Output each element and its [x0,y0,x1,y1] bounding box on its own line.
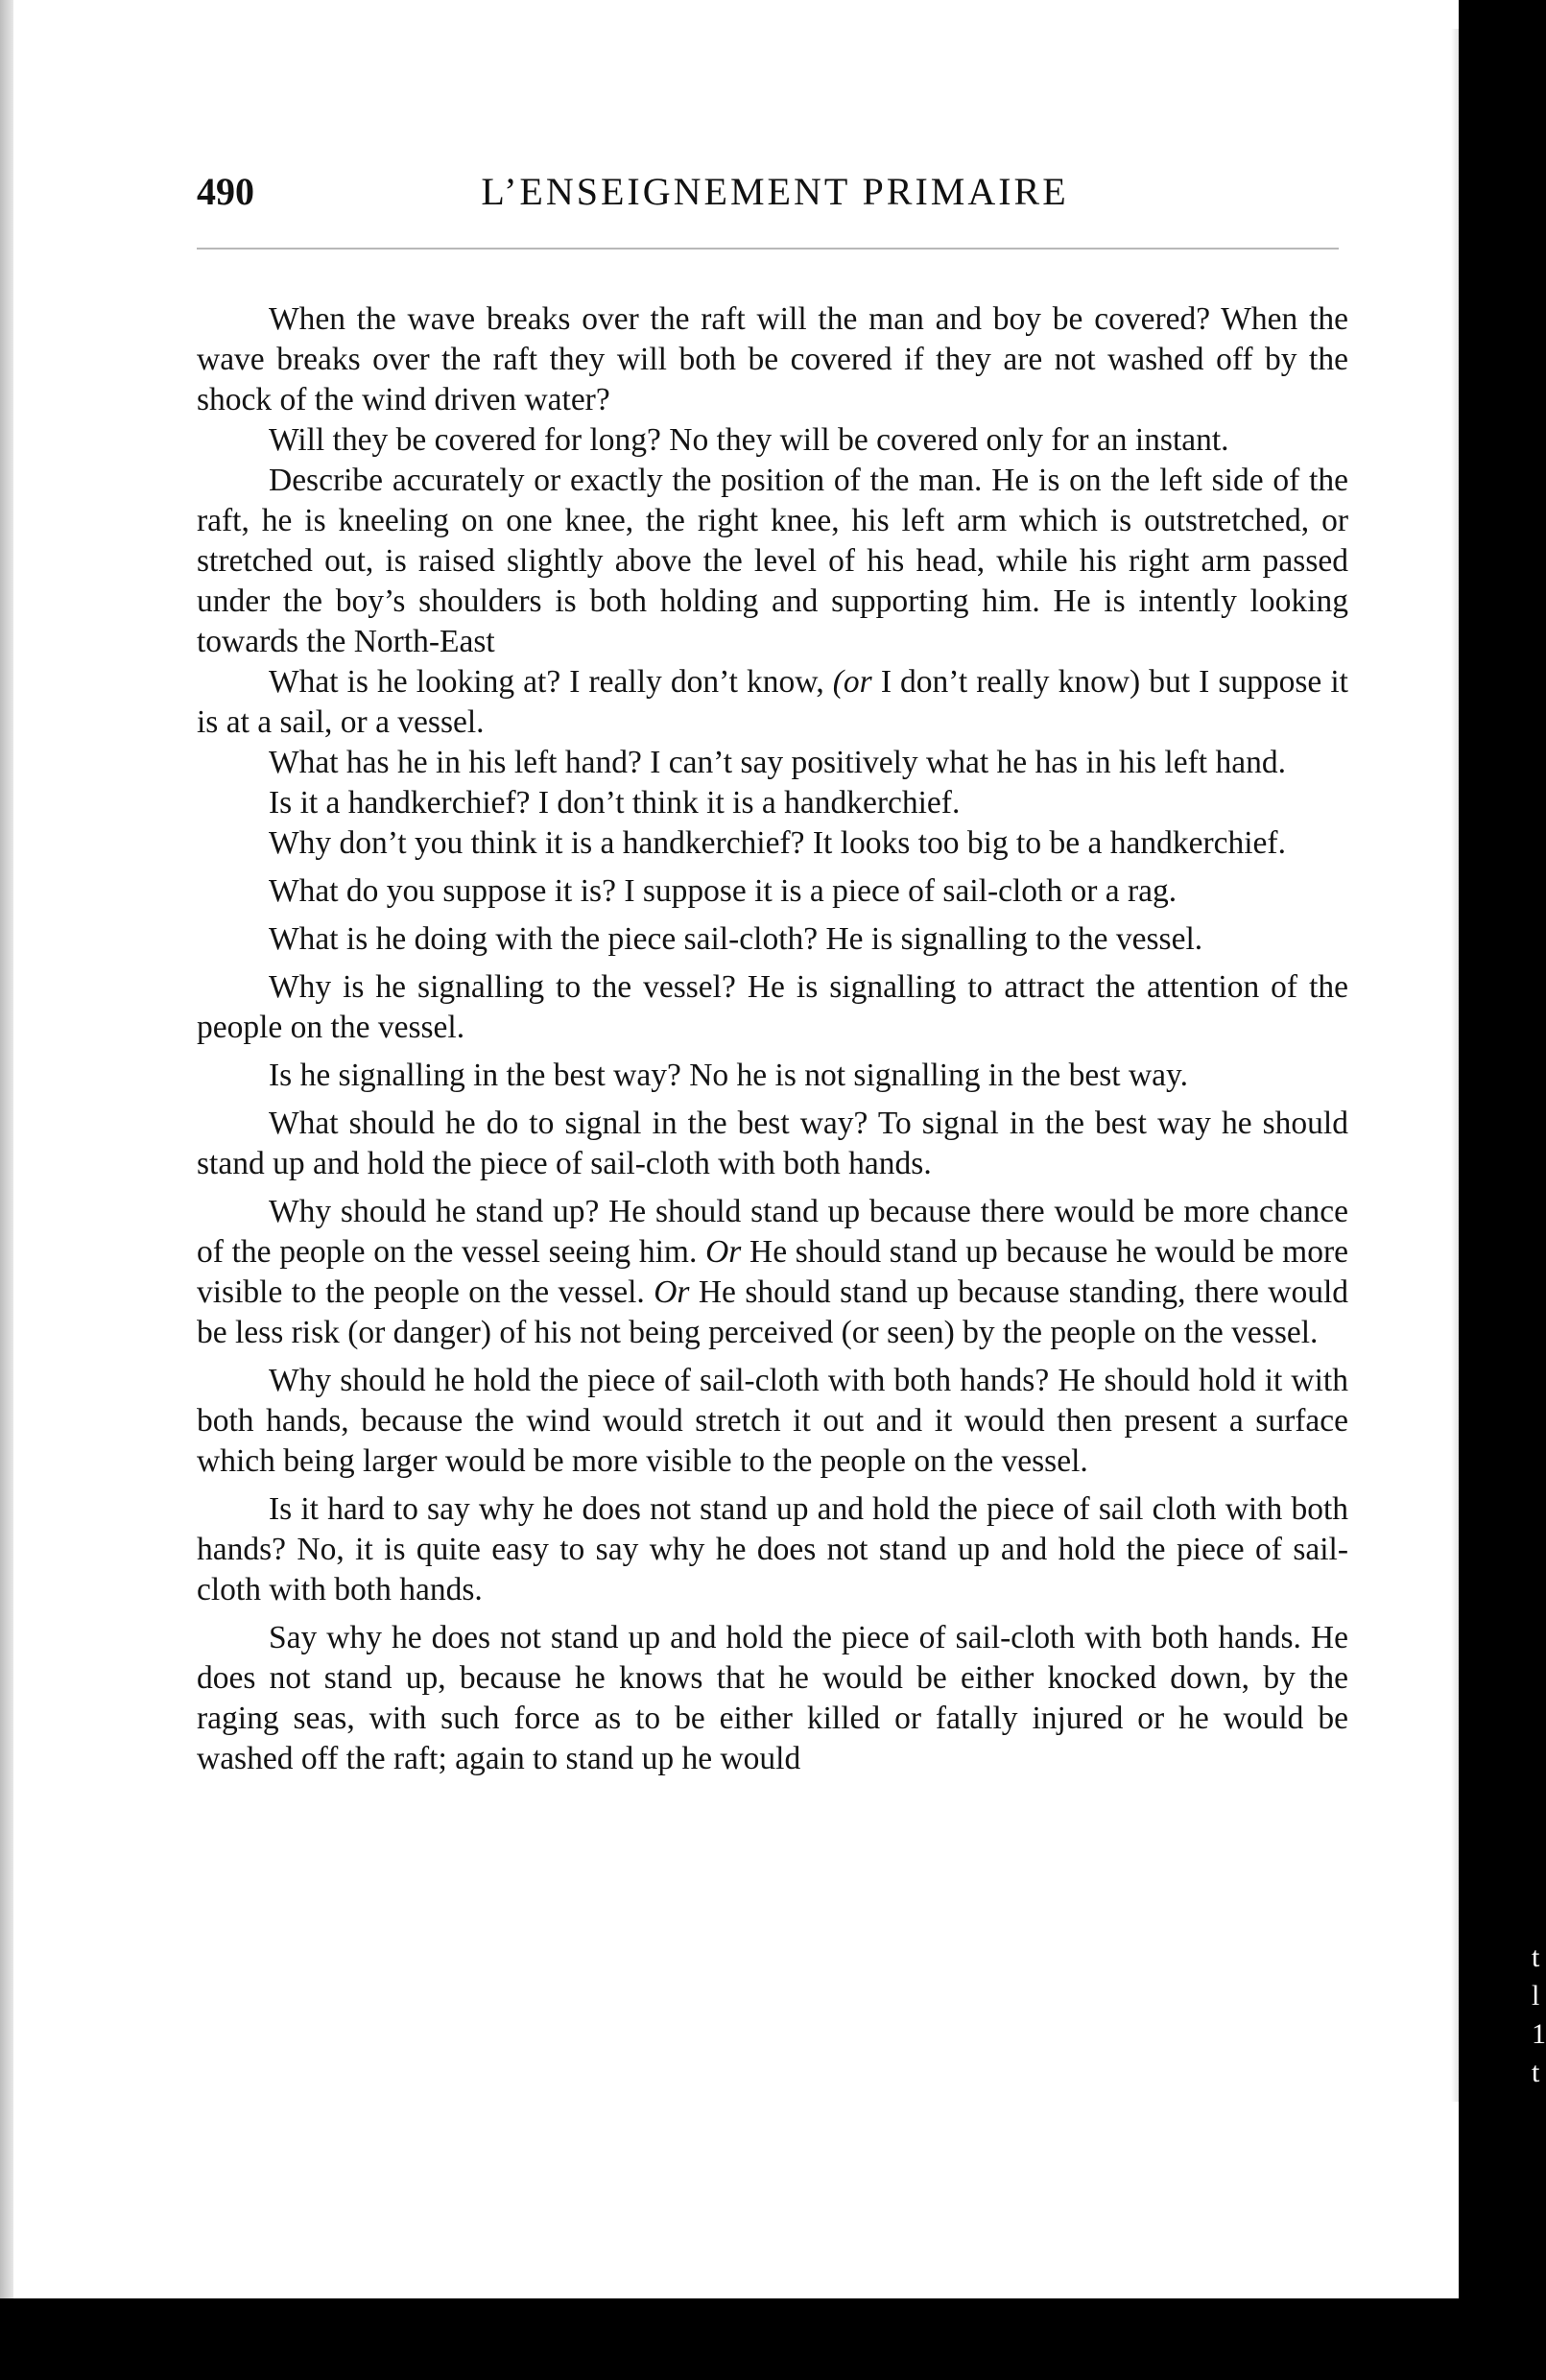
paragraph: When the wave breaks over the raft will the man and boy be covered? When the wave breaks over the raft they will both be covered if they are not washed off by the shock of the wind driven water? [197,301,1348,417]
paragraph-text: I don’t really know) but I suppose it is at a sail, or a vessel. [197,664,1348,740]
scan-border-bottom [0,2298,1543,2380]
paragraph: Why should he hold the piece of sail-cloth with both hands? He should hold it with both hands, because the wind would stretch it out and it would then present a surface which being larger would be more visible to the people on the vessel. [197,1363,1348,1479]
paragraph: What do you suppose it is? I suppose it is a piece of sail-cloth or a rag. [269,873,1177,909]
running-title: L’ENSEIGNEMENT PRIMAIRE [481,170,1069,213]
paragraph: Describe accurately or exactly the position of the man. He is on the left side of the raft, he is kneeling on one knee, the right knee, his left arm which is outstretched, or stretched out, is raised slightly above the level of his head, while his right arm passed under the boy’s shoulders is both holding and supporting him. He is intently looking towards the North-East [197,463,1348,659]
page-header [197,163,1353,221]
paragraph: What should he do to signal in the best way? To signal in the best way he should stand up and hold the piece of sail-cloth with both hands. [197,1106,1348,1181]
adjacent-page-char: l [1532,1980,1540,2011]
paragraph: Is it hard to say why he does not stand up and hold the piece of sail cloth with both hands? No, it is quite easy to say why he does not stand up and hold the piece of sail-cloth with both hands. [197,1491,1348,1607]
adjacent-page-char: 1 [1532,2018,1546,2050]
adjacent-page-char: t [1532,1941,1540,1973]
scan-border-right [1459,0,1543,2298]
italic-or: Or [654,1274,690,1310]
italic-or: (or [832,664,872,700]
paragraph: Why don’t you think it is a handkerchief? It looks too big to be a handkerchief. [269,825,1286,861]
paragraph: Why is he signalling to the vessel? He is signalling to attract the attention of the people on the vessel. [197,969,1348,1045]
paragraph-text: Why should he stand up? He should stand up because there would be more chance of the people on the vessel seeing him. [197,1194,1348,1270]
paragraph: Say why he does not stand up and hold the piece of sail-cloth with both hands. He does not stand up, because he knows that he would be either knocked down, by the raging seas, with such force as to be either killed or fatally injured or he would be washed off the raft; again to stand up he would [197,1620,1348,1776]
paragraph: What has he in his left hand? I can’t say positively what he has in his left hand. [269,745,1286,780]
paragraph-text: He should stand up because standing, there would be less risk (or danger) of his not being perceived (or seen) by the people on the vessel. [197,1274,1349,1350]
paragraph [197,1192,1348,1353]
paragraph: Is he signalling in the best way? No he is not signalling in the best way. [269,1058,1189,1093]
italic-or: Or [705,1234,742,1270]
paragraph-text: He should stand up because he would be more visible to the people on the vessel. [197,1234,1349,1310]
paragraph: Will they be covered for long? No they will be covered only for an instant. [269,422,1229,458]
paragraph [197,662,1348,743]
page-number: 490 [197,170,254,213]
adjacent-page-char: t [1532,2057,1540,2088]
body-text [197,299,1348,1779]
paragraph: Is it a handkerchief? I don’t think it is a handkerchief. [269,785,961,821]
page-gutter-shadow [0,0,13,2298]
paragraph-text: What is he looking at? I really don’t know, [269,664,824,700]
header-rule [197,248,1339,250]
paragraph: What is he doing with the piece sail-cloth? He is signalling to the vessel. [269,921,1203,957]
